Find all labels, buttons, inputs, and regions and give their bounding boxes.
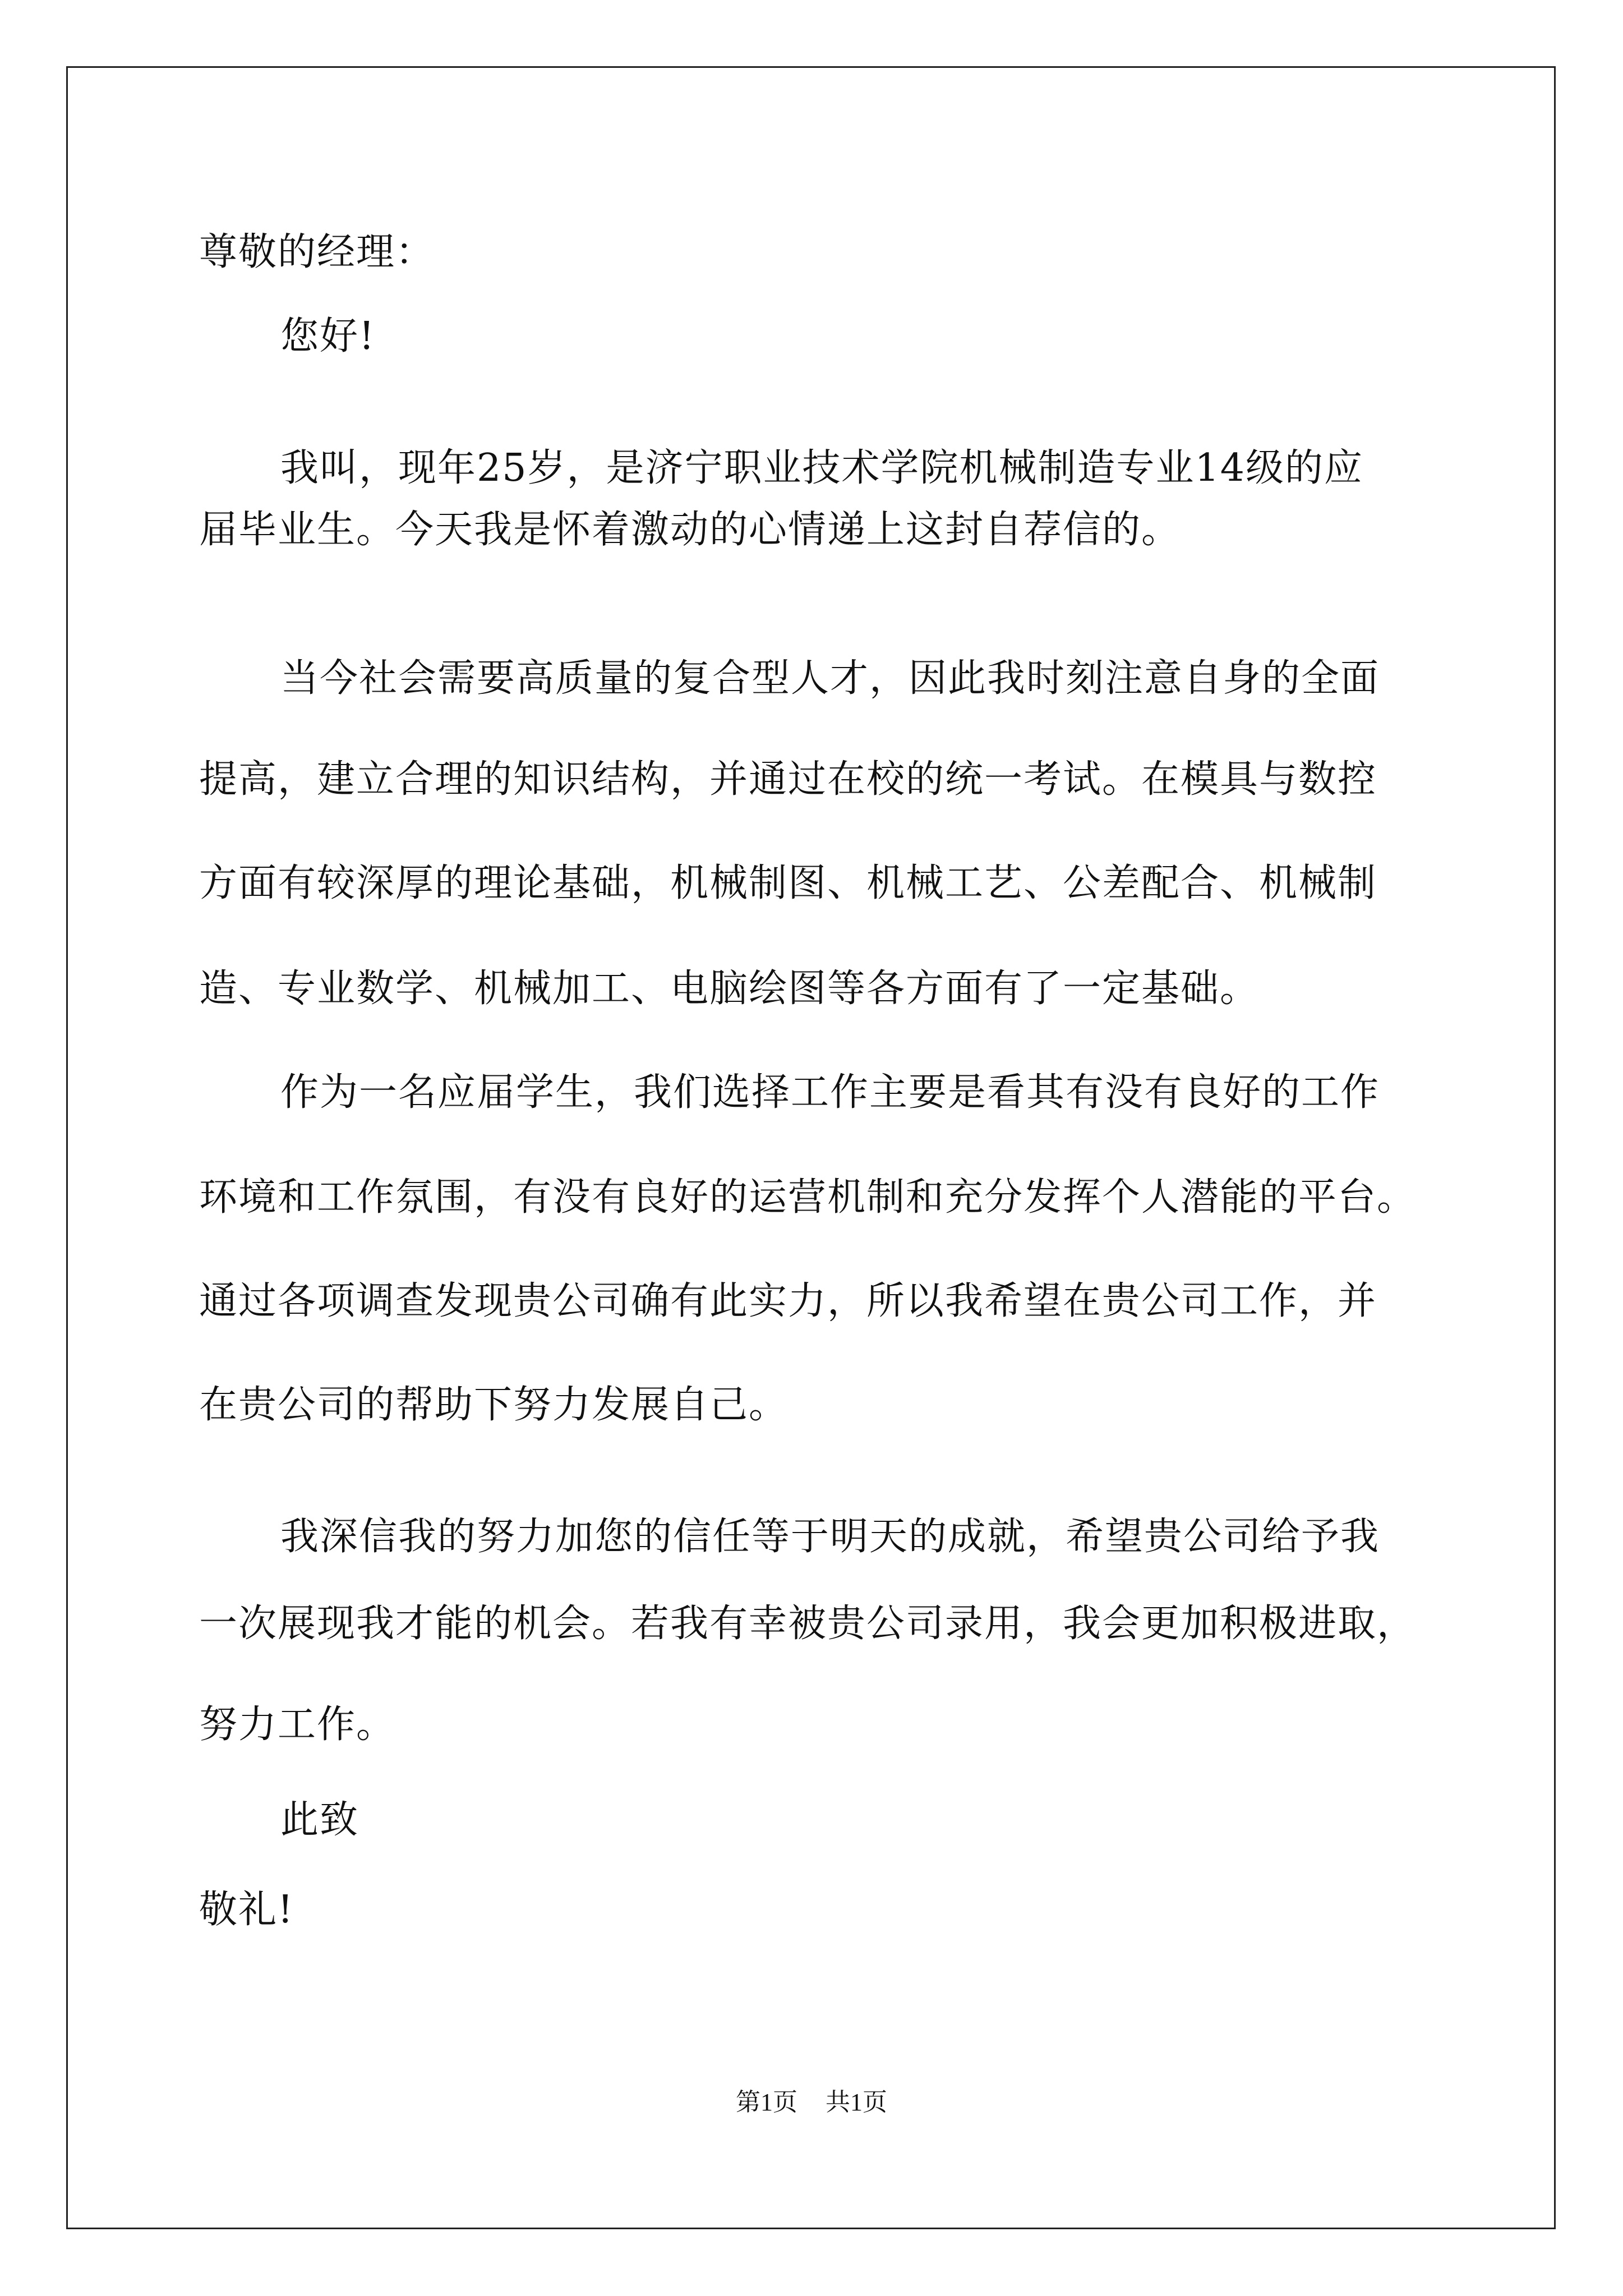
page-footer xyxy=(0,2086,1623,2119)
greeting: 您好! xyxy=(280,314,376,358)
paragraph-line: 一次展现我才能的机会。若我有幸被贵公司录用，我会更加积极进取， xyxy=(199,1602,1417,1646)
regards: 敬礼! xyxy=(199,1888,294,1932)
closing: 此致 xyxy=(280,1798,359,1842)
paragraph-line: 造、专业数学、机械加工、电脑绘图等各方面有了一定基础。 xyxy=(199,967,1260,1011)
paragraph-line: 在贵公司的帮助下努力发展自己。 xyxy=(199,1383,789,1427)
page-number: 第1页 xyxy=(736,2088,797,2116)
paragraph-line: 环境和工作氛围，有没有良好的运营机制和充分发挥个人潜能的平台。 xyxy=(199,1175,1417,1220)
paragraph-line: 我叫，现年25岁，是济宁职业技术学院机械制造专业14级的应 xyxy=(280,446,1364,490)
page-total: 共1页 xyxy=(826,2088,887,2116)
paragraph-line: 通过各项调查发现贵公司确有此实力，所以我希望在贵公司工作，并 xyxy=(199,1279,1377,1323)
paragraph-line: 努力工作。 xyxy=(199,1703,396,1747)
paragraph-line: 当今社会需要高质量的复合型人才，因此我时刻注意自身的全面 xyxy=(280,656,1380,701)
paragraph-line: 届毕业生。今天我是怀着激动的心情递上这封自荐信的。 xyxy=(199,508,1181,552)
paragraph-line: 我深信我的努力加您的信任等于明天的成就，希望贵公司给予我 xyxy=(280,1515,1380,1559)
paragraph-line: 作为一名应届学生，我们选择工作主要是看其有没有良好的工作 xyxy=(280,1070,1380,1115)
salutation: 尊敬的经理： xyxy=(199,230,435,274)
paragraph-line: 方面有较深厚的理论基础，机械制图、机械工艺、公差配合、机械制 xyxy=(199,861,1377,905)
paragraph-line: 提高，建立合理的知识结构，并通过在校的统一考试。在模具与数控 xyxy=(199,757,1377,802)
